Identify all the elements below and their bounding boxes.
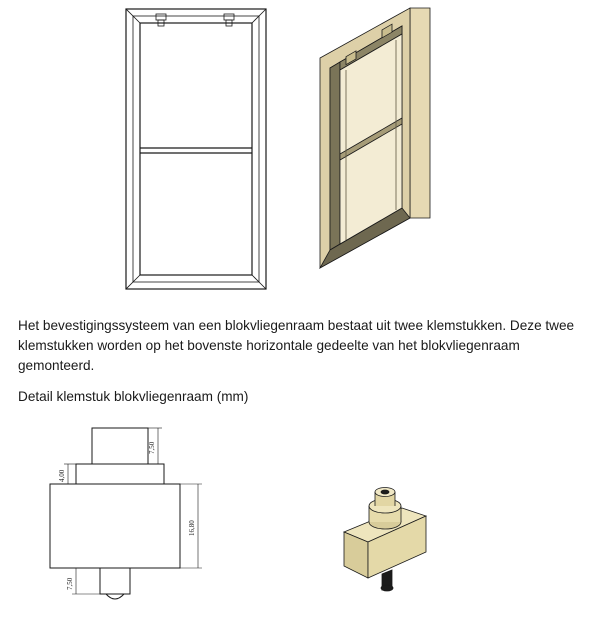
isometric-window-drawing	[316, 4, 434, 272]
dim-label-collar: 4,00	[58, 469, 66, 482]
frame-inner-edge	[133, 16, 259, 282]
clamp-top-block	[92, 428, 148, 464]
detail-title: Detail klemstuk blokvliegenraam (mm)	[18, 389, 249, 404]
dim-label-body: 16,80	[188, 520, 196, 536]
description-paragraph	[18, 316, 590, 376]
paragraph-line: klemstukken worden op het bovenste horizontale gedeelte van het blokvliegenraam	[18, 338, 520, 353]
clamp-bottom-pin	[100, 568, 130, 594]
dim-label-bottom: 7,50	[66, 577, 74, 590]
inner-frame	[140, 23, 252, 275]
clamp-3d-drawing	[330, 486, 436, 596]
clamp-dimension-drawing	[44, 420, 224, 610]
paragraph-line: Het bevestigingssysteem van een blokvliegenraam bestaat uit twee klemstukken. Deze twee	[18, 318, 575, 333]
frame-side-right	[410, 8, 430, 218]
front-view-window-drawing	[120, 6, 272, 292]
clamp-pin-tip	[106, 594, 124, 599]
paragraph-line: gemonteerd.	[18, 358, 95, 373]
clamp-right	[224, 14, 234, 20]
dim-label-top: 7,50	[148, 441, 156, 454]
outer-frame	[126, 9, 266, 289]
clamp-left	[156, 14, 166, 20]
clamp-collar	[76, 464, 164, 484]
clamp-body	[50, 484, 180, 568]
